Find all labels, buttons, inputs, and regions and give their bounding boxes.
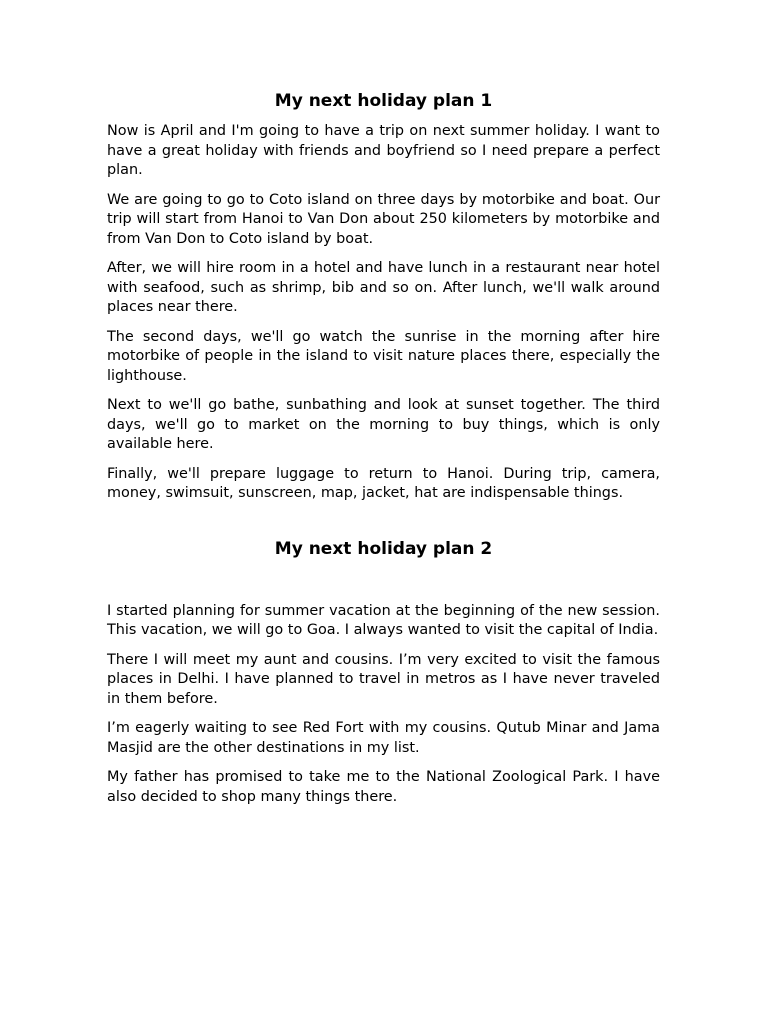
- holiday-plan-2-section: [107, 536, 660, 808]
- paragraph: Finally, we'll prepare luggage to return to Hanoi. During trip, camera, money, swimsuit, sunscreen, map, jacket, hat are indispensable things.: [107, 465, 660, 501]
- holiday-plan-1-section: [107, 88, 660, 504]
- paragraph: My father has promised to take me to the National Zoological Park. I have also decided to shop many things there.: [107, 769, 660, 805]
- paragraph: I’m eagerly waiting to see Red Fort with my cousins. Qutub Minar and Jama Masjid are the other destinations in my list.: [107, 720, 660, 756]
- paragraph: After, we will hire room in a hotel and have lunch in a restaurant near hotel with seafood, such as shrimp, bib and so on. After lunch, we'll walk around places near there.: [107, 260, 660, 315]
- document-page: [107, 88, 660, 817]
- paragraph: The second days, we'll go watch the sunrise in the morning after hire motorbike of people in the island to visit nature places there, especially the lighthouse.: [107, 328, 660, 384]
- paragraph: I started planning for summer vacation at the beginning of the new session. This vacation, we will go to Goa. I always wanted to visit the capital of India.: [107, 602, 660, 638]
- section-title: My next holiday plan 2: [274, 538, 493, 559]
- paragraph: We are going to go to Coto island on three days by motorbike and boat. Our trip will start from Hanoi to Van Don about 250 kilometers by motorbike and from Van Don to Coto island by boat.: [107, 191, 660, 247]
- paragraph: There I will meet my aunt and cousins. I’m very excited to visit the famous places in Delhi. I have planned to travel in metros as I have never traveled in them before.: [107, 651, 660, 707]
- paragraph: Now is April and I'm going to have a trip on next summer holiday. I want to have a great holiday with friends and boyfriend so I need prepare a perfect plan.: [107, 123, 660, 178]
- paragraph: Next to we'll go bathe, sunbathing and look at sunset together. The third days, we'll go to market on the morning to buy things, which is only available here.: [107, 397, 660, 452]
- section-title: My next holiday plan 1: [274, 91, 493, 111]
